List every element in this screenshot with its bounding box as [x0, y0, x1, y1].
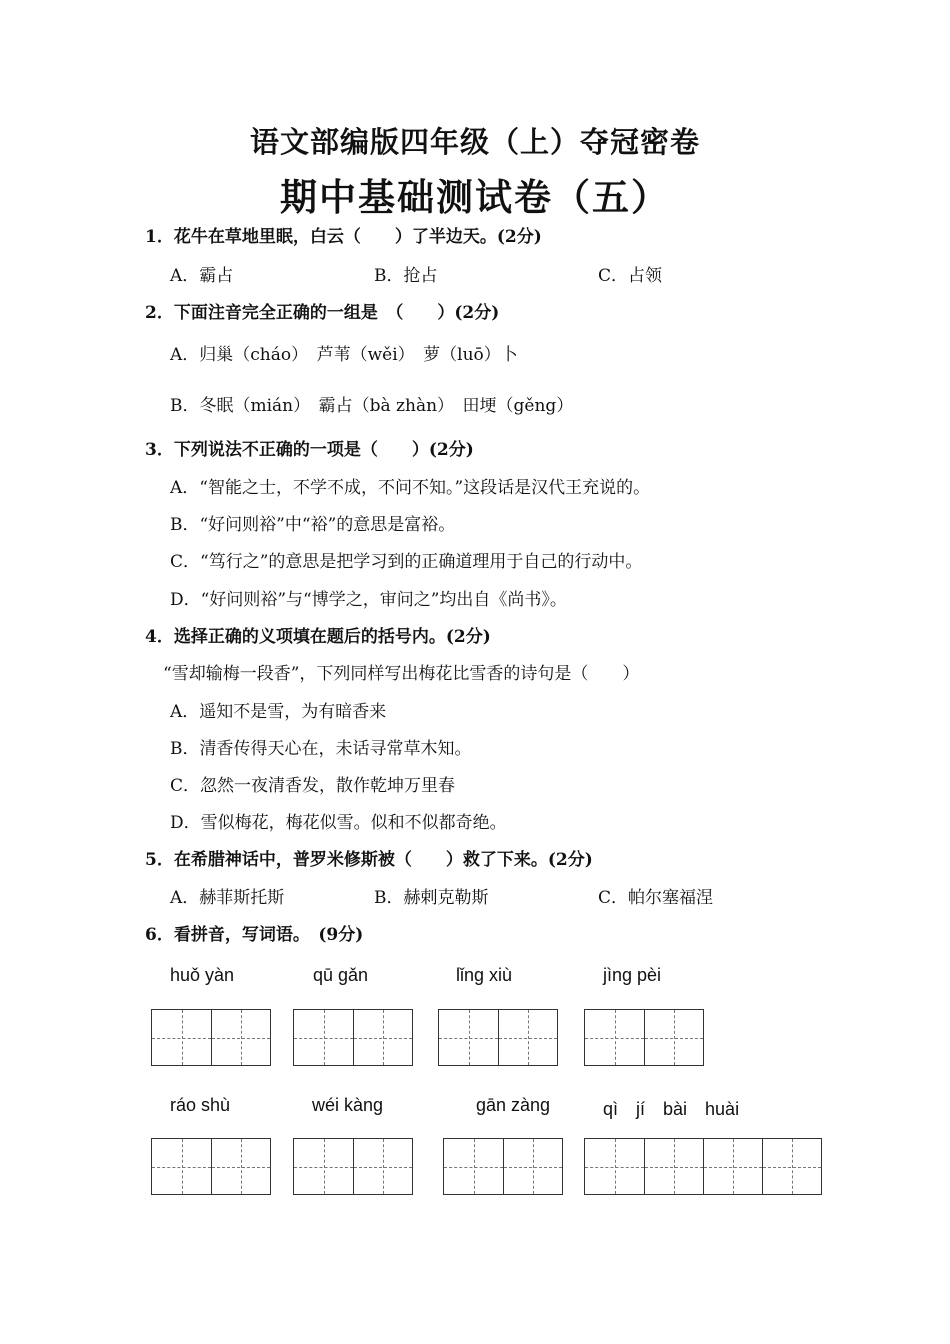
question-3-stem: 3．下列说法不正确的一项是（ ）(2分): [145, 440, 474, 460]
question-4-option-c: C．忽然一夜清香发，散作乾坤万里春: [170, 776, 456, 796]
character-box[interactable]: [211, 1010, 270, 1065]
question-1-option-a: A．霸占: [170, 266, 234, 286]
question-3-option-c: C．“笃行之”的意思是把学习到的正确道理用于自己的行动中。: [170, 552, 643, 572]
character-box[interactable]: [353, 1139, 412, 1194]
answer-grid[interactable]: [443, 1138, 563, 1195]
question-4-option-b: B．清香传得天心在，未话寻常草木知。: [170, 739, 472, 759]
answer-grid[interactable]: [438, 1009, 558, 1066]
question-4-prompt: “雪却输梅一段香”，下列同样写出梅花比雪香的诗句是（ ）: [163, 664, 640, 684]
pinyin-prompt: qì jí bài huài: [603, 1099, 740, 1119]
question-5-option-b: B．赫剌克勒斯: [374, 888, 489, 908]
character-box[interactable]: [353, 1010, 412, 1065]
exam-title: 期中基础测试卷（五）: [280, 175, 670, 219]
answer-grid[interactable]: [293, 1009, 413, 1066]
question-4-option-a: A．遥知不是雪，为有暗香来: [170, 702, 387, 722]
character-box[interactable]: [211, 1139, 270, 1194]
answer-grid[interactable]: [151, 1138, 271, 1195]
question-6-stem: 6．看拼音，写词语。 (9分): [145, 925, 364, 945]
pinyin-prompt: lǐng xiù: [456, 965, 513, 985]
question-1-option-b: B．抢占: [374, 266, 438, 286]
exam-series-title: 语文部编版四年级（上）夺冠密卷: [249, 125, 700, 159]
question-1-stem: 1．花牛在草地里眠，白云（ ）了半边天。(2分): [145, 227, 542, 247]
question-1-option-c: C．占领: [598, 266, 663, 286]
pinyin-prompt: gān zàng: [476, 1095, 551, 1115]
answer-grid[interactable]: [584, 1138, 822, 1195]
question-5-option-a: A．赫菲斯托斯: [170, 888, 285, 908]
character-box[interactable]: [498, 1010, 557, 1065]
character-box[interactable]: [585, 1139, 644, 1194]
character-box[interactable]: [644, 1010, 703, 1065]
character-box[interactable]: [444, 1139, 503, 1194]
pinyin-prompt: ráo shù: [170, 1095, 231, 1115]
question-2-stem: 2．下面注音完全正确的一组是 （ ）(2分): [145, 303, 500, 323]
character-box[interactable]: [152, 1010, 211, 1065]
question-4-stem: 4．选择正确的义项填在题后的括号内。(2分): [145, 627, 491, 647]
question-4-option-d: D．雪似梅花，梅花似雪。似和不似都奇绝。: [170, 813, 507, 833]
character-box[interactable]: [152, 1139, 211, 1194]
question-3-option-b: B．“好问则裕”中“裕”的意思是富裕。: [170, 515, 456, 535]
character-box[interactable]: [294, 1139, 353, 1194]
pinyin-prompt: qū gǎn: [313, 965, 369, 985]
pinyin-prompt: huǒ yàn: [170, 965, 235, 985]
answer-grid[interactable]: [293, 1138, 413, 1195]
pinyin-prompt: jìng pèi: [603, 965, 662, 985]
character-box[interactable]: [503, 1139, 562, 1194]
answer-grid[interactable]: [584, 1009, 704, 1066]
pinyin-prompt: wéi kàng: [312, 1095, 384, 1115]
question-3-option-a: A．“智能之士，不学不成，不问不知。”这段话是汉代王充说的。: [170, 478, 651, 498]
question-5-stem: 5．在希腊神话中，普罗米修斯被（ ）救了下来。(2分): [145, 850, 593, 870]
character-box[interactable]: [703, 1139, 762, 1194]
question-2-option-a: A．归巢（cháo） 芦苇（wěi） 萝（luō）卜: [170, 345, 518, 365]
question-3-option-d: D．“好问则裕”与“博学之，审问之”均出自《尚书》。: [170, 590, 567, 610]
character-box[interactable]: [294, 1010, 353, 1065]
answer-grid[interactable]: [151, 1009, 271, 1066]
question-2-option-b: B．冬眠（mián） 霸占（bà zhàn） 田埂（gěng）: [170, 396, 574, 416]
question-5-option-c: C．帕尔塞福涅: [598, 888, 714, 908]
character-box[interactable]: [644, 1139, 703, 1194]
character-box[interactable]: [439, 1010, 498, 1065]
character-box[interactable]: [585, 1010, 644, 1065]
character-box[interactable]: [762, 1139, 821, 1194]
